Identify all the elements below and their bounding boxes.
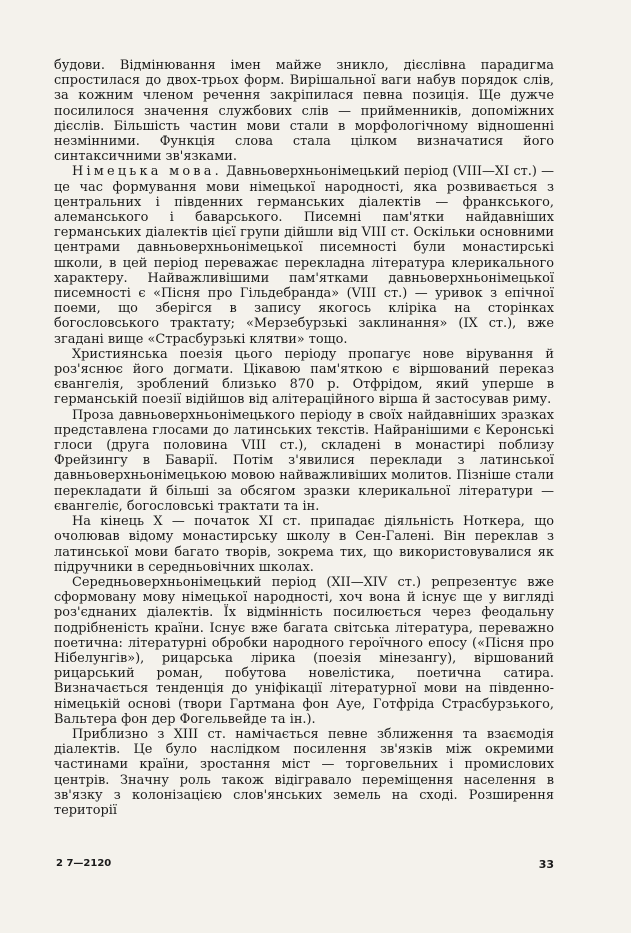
paragraph-7: Приблизно з XIII ст. намічається певне зближення та взаємодія діалектів. Це було наслідком посилення зв'язків між окремими частинами країни, зростання міст — торговельних і промислових центрів. Значну роль також відігравало переміщення населення в зв'язку з колонізацією слов'янських земель на сході. Розширення території [54,726,554,818]
page-number: 33 [538,858,554,871]
paragraph-4: Проза давньоверхньонімецького періоду в своїх найдавніших зразках представлена глосами до латинських текстів. Найранішими є Керонські глоси (друга половина VIII ст.), складені в монастирі поблизу Фрейзингу в Баварії. Потім з'явилися переклади з латинської давньоверхньонімецькою мовою найважливіших молитов. Пізніше стали перекладати й більші за обсягом зразки клерикальної літератури — євангеліє, богословські трактати та ін. [54,407,554,514]
paragraph-2 [54,164,554,346]
section-lead-german: Німецька мова. [72,164,222,180]
printer-signature: 2 7—2120 [56,858,112,869]
page-body [54,58,554,818]
page-footer [56,858,554,874]
paragraph-5: На кінець X — початок XI ст. припадає діяльність Ноткера, що очолював відому монастирську школу в Сен-Галені. Він переклав з латинської мови багато творів, зокрема тих, що використовувалися як підручники в середньовічних школах. [54,514,554,575]
paragraph-2-text: Давньоверхньонімецький період (VIII—XI ст.) — це час формування мови німецької народності, яка розвивається з центральних і південних германських діалектів — франкського, алеманського і баварського. Писемні пам'ятки найдавніших германських діалектів цієї групи дійшли від VIII ст. Оскільки основними центрами давньоверхньонімецької писемності були монастирські школи, в цей період переважає перекладна література клерикального характеру. Найважливішими пам'ятками давньоверхньонімецької писемності є «Пісня про Гільдебранда» (VIII ст.) — уривок з епічної поеми, що зберігся в запису якогось кліріка на сторінках богословського трактату; «Мерзебурзькі заклинання» (IX ст.), вже згадані вище «Страсбурзькі клятви» тощо. [54,164,554,347]
paragraph-6: Середньоверхньонімецький період (XII—XIV ст.) репрезентує вже сформовану мову німецької народності, хоч вона й iснує ще у вигляді роз'єднаних діалектів. Їх відмінність посилюється через феодальну подрібненість країни. Існує вже багата світська література, переважно поетична: літературні обробки народного героїчного епосу («Пісня про Нібелунгів»), рицарська лірика (поезія мінезангу), віршований рицарський роман, побутова новелістика, поетична сатира. Визначається тенденція до уніфікації літературної мови на південно-німецькій основі (твори Гартмана фон Ауе, Готфріда Страсбурзького, Вальтера фон дер Фогельвейде та ін.). [54,574,554,727]
paragraph-3: Християнська поезія цього періоду пропагує нове вірування й роз'яснює його догмати. Цікавою пам'яткою є віршований переказ євангелія, зроблений близько 870 р. Отфрідом, який уперше в германській поезії відійшов від алітераційного вірша й застосував риму. [54,346,554,408]
paragraph-1: будови. Відмінювання імен майже зникло, дієслівна парадигма спростилася до двох-трьох форм. Вирішальної ваги набув порядок слів, за кожним членом речення закріпилася певна позиція. Ще дужче посилилося значення службових слів — прийменників, допоміжних дієслів. Більшість частин мови стали в морфологічному відношенні незмінними. Функція слова стала цілком визначатися його синтаксичними зв'язками. [54,58,554,165]
